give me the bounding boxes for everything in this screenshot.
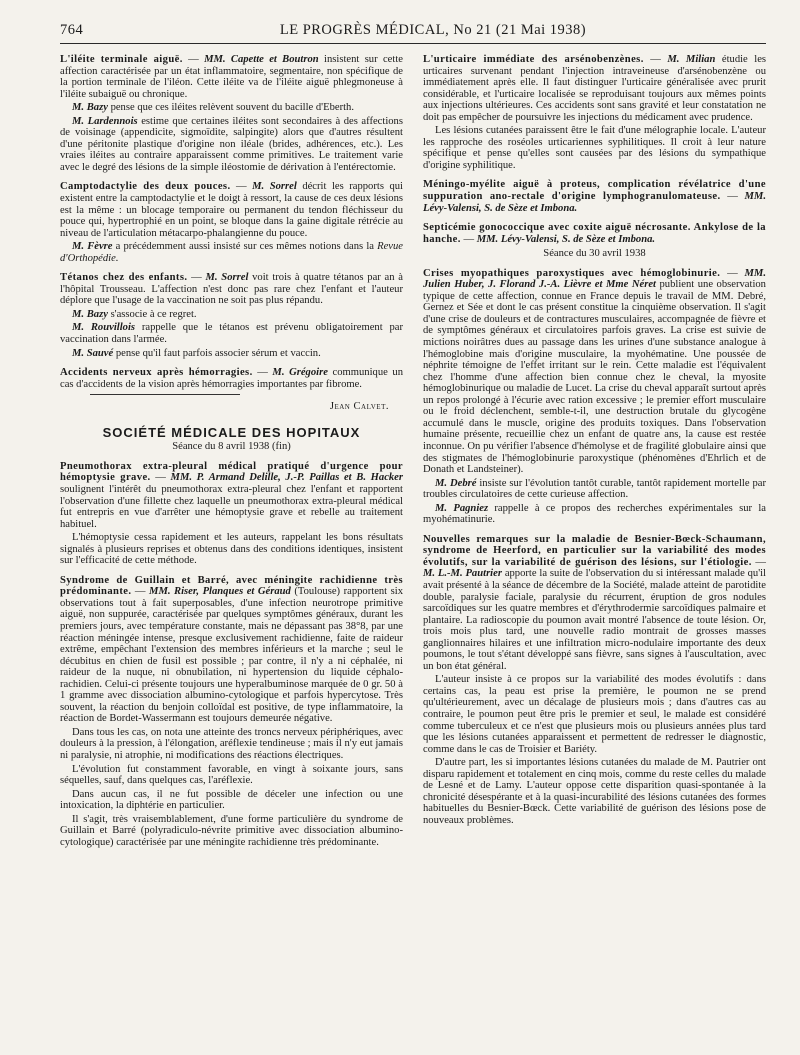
author-signature: Jean Calvet. — [329, 401, 389, 413]
columns — [60, 54, 766, 850]
septicemie-authors: MM. Lévy-Valensi, S. de Sèze et Imbona. — [476, 233, 656, 245]
ileite-entry: L'iléite terminale aiguë. — MM. Capette et Boutron insistent sur cette affection caractérisée par un état inflammatoire, segmentaire, non spécifique de la portion terminale de l'iléon. Cette iléite va de l'iléite aiguë phlegmoneuse à l'iléite subaiguë ou chronique. — [60, 54, 403, 100]
ileite-text: insistent sur cette affection caractérisée par un état inflammatoire, segmentaire, non spécifique de la portion terminale de l'iléon. Cette iléite va de l'iléite aiguë phlegmoneuse à l'iléite subaiguë ou chronique. — [60, 54, 403, 100]
tetanos-p2-text: s'associe à ce regret. — [110, 308, 197, 320]
campto-entry: Camptodactylie des deux pouces. — M. Sorrel décrit les rapports qui existent entre la camptodactylie et le doigt à ressort, la cause de ces deux lésions est la même : un blocage temporaire ou permanent du tendon fléchisseur du pouce qui, hypertrophié en un point, se bloque dans la gaine digitale rétrécie au niveau de l'articulation métacarpo-phalangienne du pouce. — [60, 181, 403, 239]
guillain-p5: Il s'agit, très vraisemblablement, d'une forme particulière du syndrome de Guillain et Barré (polyradiculo-névrite primitive avec dissociation albumino-cytologique) caractérisée par une méningite rachidienne très prédominante. — [60, 813, 403, 848]
crises-p3 — [423, 503, 766, 526]
tetanos-p2-author: M. Bazy — [72, 308, 108, 320]
crises-p3-text: rappelle à ce propos des recherches expérimentales sur la myohématinurie. — [423, 502, 766, 526]
guillain-p3: L'évolution fut constamment favorable, en vingt à soixante jours, sans séquelles, sauf, dans quelques cas, l'aréflexie. — [60, 763, 403, 787]
accidents-authors: M. Grégoire — [272, 367, 328, 379]
crises-authors: MM. Julien Huber, J. Florand J.-A. Lièvre et Mme Néret — [423, 267, 766, 291]
ileite-authors: MM. Capette et Boutron — [204, 54, 319, 65]
urticaire-text: étudie les urticaires survenant pendant l'injection intraveineuse d'arsénobenzène ou immédiatement après elle. Il faut distinguer l'urticaire généralisée avec prurit considérable, et l'urticaire localisée se reproduisant toujours aux mêmes points aux injections ultérieures. Ces accidents sont sans gravité et leur constatation ne doit pas empêcher de poursuivre les injections du médicament avec prudence. — [423, 54, 767, 123]
urticaire-title: L'urticaire immédiate des arsénobenzènes. — [423, 54, 644, 65]
tetanos-p4-author: M. Sauvé — [72, 347, 114, 359]
besnier-p3: D'autre part, les si importantes lésions cutanées du malade de M. Pautrier ont disparu rapidement et totalement en cinq mois, comme du reste celles du malade de Lesné et de Lamy. L'auteur oppose cette disparition quasi-spontanée à la chronicité désespérante et à la quasi-incurabilité des lésions cutanées des formes habituelles du Besnier-Bœck. Cette variabilité de guérison des lésions pose de nouveaux problèmes. — [423, 757, 766, 826]
pneumo-title: Pneumothorax extra-pleural médical pratiqué d'urgence pour hémoptysie grave. — [60, 460, 403, 484]
campto-p2-text: a précédemment aussi insisté sur ces mêmes notions dans la — [115, 241, 374, 253]
guillain-entry: Syndrome de Guillain et Barré, avec méningite rachidienne très prédominante. — MM. Riser, Planques et Géraud (Toulouse) rapportent six observations tout à fait superposables, d'une infection neurotrope primitive aiguë, non suppurée, caractérisée par quelques symptômes généraux, durant les premiers jours, avec température constante, mais ne dépassant pas 38°8, par une réaction méningée intense, presque exclusivement rachidienne, faite de raideur extrême, empêchant l'extension des membres inférieurs et la marche ; seul le décubitus en chien de fusil est possible ; par contre, il n'y a ni céphalée, ni raideur de la nuque, ni obnubilation, ni hypertension du liquide céphalo-rachidien. Celui-ci présente toujours une hyperalbuminose marquée de 0 gr. 50 à 1 gramme avec dissociation albumino-cytologique et parfois hypercytose. Très souvent, la réaction du benjoin colloïdal est positive, de type inflammatoire, la réaction de Bordet-Wassermann est toujours demeurée négative. — [60, 574, 404, 725]
pneumo-authors: MM. P. Armand Delille, J.-P. Paillas et B. Hacker — [170, 472, 404, 484]
tetanos-p2 — [60, 309, 403, 321]
pneumo-text: soulignent l'intérêt du pneumothorax extra-pleural chez l'enfant et rapportent l'observation d'une fillette chez laquelle un pneumothorax extra-pleural médical fut entrepris en vue d'arrêter une hémoptysie grave et rebelle au traitement habituel. — [60, 483, 403, 530]
besnier-authors: M. L.-M. Pautrier — [423, 568, 502, 580]
crises-entry: Crises myopathiques paroxystiques avec hémoglobinurie. — MM. Julien Huber, J. Florand J.-A. Lièvre et Mme Néret publient une observation typique de cette affection, connue en France depuis le travail de MM. Debré, Gernez et Sée et dont le cas présent constitue la cinquième observation. Il s'agit d'une crise de douleurs et de contractures musculaires, accompagnée de fièvre et de symptômes généraux et circulatoires parfois graves. La crise est suivie de mictions noirâtres dues au passage dans les urines d'une substance analogue à l'hémoglobine mais d'origine musculaire, la myohématine. Une poussée de néphrite témoigne de l'effet irritant sur le rein. Cette maladie est l'équivalent chez l'homme d'une affection bien connue chez le cheval, la myosite hémoglobinurique ou maladie de Lucet. La crise du cheval apparaît surtout après un repos prolongé à l'écurie avec ration excessive ; le premier effort musculaire ou le froid déclenchent, semble-t-il, une destruction brutale du glycogène accumulé dans le muscle, origine des produits toxiques. Dans l'observation humaine présente, recueillie chez un enfant de quatre ans, la cause est restée inconnue. On pu vérifier l'absence d'hémolyse et de fragilité globulaire ainsi que des stigmates de l'hémoglobinurie paroxystique (phénomènes d'Ehrlich et de Donath et Landsteiner). — [423, 267, 766, 476]
campto-p2-author: M. Fèvre — [72, 241, 113, 253]
crises-title: Crises myopathiques paroxystiques avec hémoglobinurie. — [423, 267, 721, 279]
ileite-p3-text: estime que certaines iléites sont secondaires à des affections de voisinage (appendicite, sigmoïdite, salpingite) alors que d'autres résultent d'une péritonite plastique d'origine non iléale (brides, adhérences, etc.). Les vraies iléites au contraire apparaissent comme primitives. Le traitement varie avec le degré des lésions de la simple iléostomie de dérivation à l'entérectomie. — [60, 115, 403, 173]
meningo-authors: MM. Lévy-Valensi, S. de Sèze et Imbona. — [423, 191, 767, 214]
guillain-p2: Dans tous les cas, on nota une atteinte des troncs nerveux périphériques, avec douleurs à la pression, à l'élongation, aréflexie tendineuse ; mais il n'y eut jamais ni paralysie, ni atrophie, ni modifications des réactions électriques. — [60, 726, 403, 761]
campto-journal: Revue d'Orthopédie. — [60, 241, 403, 264]
tetanos-entry: Tétanos chez des enfants. — M. Sorrel voit trois à quatre tétanos par an à l'hôpital Trousseau. L'affection n'est donc pas rare chez l'enfant et l'auteur déplore que l'usage de la vaccination ne soit pas plus répandu. — [60, 272, 403, 307]
seance-date-2: Séance du 30 avril 1938 — [543, 248, 646, 260]
crises-p2-author: M. Debré — [435, 477, 477, 489]
urticaire-entry: L'urticaire immédiate des arsénobenzènes. — M. Milian étudie les urticaires survenant pendant l'injection intraveineuse d'arsénobenzène ou immédiatement après elle. Il faut distinguer l'urticaire généralisée avec prurit considérable, et l'urticaire localisée se reproduisant toujours aux mêmes points aux injections ultérieures. Ces accidents sont sans gravité et leur constatation ne doit pas empêcher de poursuivre les injections du médicament avec prudence. — [423, 54, 767, 123]
right-column — [423, 54, 766, 850]
pneumo-entry: Pneumothorax extra-pleural médical pratiqué d'urgence pour hémoptysie grave. — MM. P. Armand Delille, J.-P. Paillas et B. Hacker soulignent l'intérêt du pneumothorax extra-pleural chez l'enfant et rapportent l'observation d'une fillette chez laquelle un pneumothorax extra-pleural médical fut entrepris en vue d'arrêter une hémoptysie grave et rebelle au traitement habituel. — [60, 460, 404, 530]
guillain-p4: Dans aucun cas, il ne fut possible de déceler une infection ou une intoxication, la diphtérie en particulier. — [60, 788, 403, 812]
campto-p2 — [60, 241, 403, 264]
urticaire-p2: Les lésions cutanées paraissent être le fait d'une mélographie locale. L'auteur les rapproche des roséoles urticariennes syphilitiques. Il croit à leur nature spécifique et pense qu'elles sont causées par des lésions du sympathique d'origine syphilitique. — [423, 125, 766, 171]
septicemie-entry: Septicémie gonococcique avec coxite aiguë nécrosante. Ankylose de la hanche. — MM. Lévy-Valensi, S. de Sèze et Imbona. — [423, 222, 766, 245]
urticaire-authors: M. Milian — [667, 54, 716, 65]
accidents-text: communique un cas d'accidents de la vision après hémorragies importantes par fibrome. — [60, 367, 404, 390]
ileite-p2-author: M. Bazy — [72, 102, 108, 114]
campto-authors: M. Sorrel — [252, 181, 297, 193]
tetanos-text: voit trois à quatre tétanos par an à l'hôpital Trousseau. L'affection n'est donc pas rare chez l'enfant et l'auteur déplore que l'usage de la vaccination ne soit pas plus répandu. — [60, 272, 403, 307]
tetanos-p4 — [60, 348, 403, 360]
tetanos-authors: M. Sorrel — [205, 272, 249, 284]
campto-title: Camptodactylie des deux pouces. — [60, 181, 231, 193]
guillain-text: (Toulouse) rapportent six observations tout à fait superposables, d'une infection neurotrope primitive aiguë, non suppurée, caractérisée par quelques symptômes généraux, durant les premiers jours, avec température constante, mais ne dépassant pas 38°8, par une réaction méningée intense, presque exclusivement rachidienne, faite de raideur extrême, empêchant l'extension des membres inférieurs et la marche ; seul le décubitus en chien de fusil est possible ; par contre, il n'y a ni céphalée, ni raideur de la nuque, ni obnubilation, ni hypertension du liquide céphalo-rachidien. Celui-ci présente toujours une hyperalbuminose marquée de 0 gr. 50 à 1 gramme avec dissociation albumino-cytologique et parfois hypercytose. Très souvent, la réaction du benjoin colloïdal est positive, de type inflammatoire, la réaction de Bordet-Wassermann est toujours demeurée négative. — [60, 586, 404, 725]
section-divider — [90, 394, 240, 395]
tetanos-p3-text: rappelle que le tétanos est prévenu obligatoirement par vaccination dans l'armée. — [60, 322, 404, 346]
seance-date: Séance du 8 avril 1938 (fin) — [172, 441, 291, 453]
crises-text: publient une observation typique de cette affection, connue en France depuis le travail de MM. Debré, Gernez et Sée et dont le cas présent constitue la cinquième observation. Il s'agit d'une crise de douleurs et de contractures musculaires, accompagnée de fièvre et de symptômes généraux et circulatoires parfois graves. La crise est suivie de mictions noirâtres dues au passage dans les urines d'une substance analogue à l'hémoglobine mais d'origine musculaire, la myohématine. Une poussée de néphrite témoigne de l'effet irritant sur le rein. Cette maladie est l'équivalent chez l'homme d'une affection bien connue chez le cheval, la myosite hémoglobinurique ou maladie de Lucet. La crise du cheval apparaît surtout après un repos prolongé à l'écurie avec ration excessive ; le premier effort musculaire ou le froid déclenchent, semble-t-il, une destruction brutale du glycogène accumulé dans le muscle, origine des produits toxiques. Dans l'observation humaine présente, recueillie chez un enfant de quatre ans, la cause est restée inconnue. On pu vérifier l'absence d'hémolyse et de fragilité globulaire ainsi que des stigmates de l'hémoglobinurie paroxystique (phénomènes d'Ehrlich et de Donath et Landsteiner). — [423, 279, 766, 476]
page-number: 764 — [60, 22, 84, 38]
pneumo-p2: L'hémoptysie cessa rapidement et les auteurs, rappelant les bons résultats signalés à plusieurs reprises et obtenus dans des conditions identiques, insistent sur l'efficacité de cette méthode. — [60, 532, 403, 567]
page-header — [60, 22, 766, 44]
campto-text: décrit les rapports qui existent entre la camptodactylie et le doigt à ressort, la cause de ces deux lésions est la même : un blocage temporaire ou permanent du tendon fléchisseur du pouce qui, hypertrophié en un point, se bloque dans la gaine digitale rétrécie au niveau de l'articulation métacarpo-phalangienne du pouce. — [60, 181, 403, 239]
besnier-text: apporte la suite de l'observation du si intéressant malade qu'il avait présenté à la séance de décembre de la Société, malade atteint de parotidite double, paralysie faciale, paralysie du récurrent, éruption de gros nodules sarcoïdiques sur les quatre membres et d'érythrodermie sarcoïdiques palmaire et plantaire. La radioscopie du poumon avait montré l'absence de toute lésion. Or, trois mois plus tard, une nouvelle radio montrait de grosses masses ganglionnaires hilaires et une infiltration micro-nodulaire importante des deux poumons, le tout s'étant développé sans fièvre, sans signes à l'auscultation, avec un bon état général. — [423, 568, 766, 672]
guillain-title: Syndrome de Guillain et Barré, avec méningite rachidienne très prédominante. — [60, 574, 403, 598]
tetanos-p4-text: pense qu'il faut parfois associer sérum et vaccin. — [115, 347, 321, 359]
tetanos-p3-author: M. Rouvillois — [72, 322, 136, 334]
tetanos-title: Tétanos chez des enfants. — [60, 272, 188, 284]
ileite-p2-text: pense que ces iléites relèvent souvent du bacille d'Eberth. — [110, 102, 354, 114]
society-heading: SOCIÉTÉ MÉDICALE DES HOPITAUX — [102, 424, 361, 440]
crises-p2 — [423, 478, 766, 501]
ileite-title: L'iléite terminale aiguë. — [60, 54, 183, 65]
besnier-entry: Nouvelles remarques sur la maladie de Besnier-Bœck-Schaumann, syndrome de Heerford, en particulier sur la variabilité des modes évolutifs, sur la variabilité de guérison des lésions, sur l'étiologie. — M. L.-M. Pautrier apporte la suite de l'observation du si intéressant malade qu'il avait présenté à la séance de décembre de la Société, malade atteint de parotidite double, paralysie faciale, paralysie du récurrent, éruption de gros nodules sarcoïdiques sur les quatre membres et d'érythrodermie sarcoïdiques palmaire et plantaire. La radioscopie du poumon avait montré l'absence de toute lésion. Or, trois mois plus tard, une nouvelle radio montrait de grosses masses ganglionnaires hilaires et une infiltration micro-nodulaire importante des deux poumons, le tout s'étant développé sans fièvre, sans signes à l'auscultation, avec un bon état général. — [423, 533, 766, 672]
tetanos-p3 — [60, 322, 403, 345]
guillain-authors: MM. Riser, Planques et Géraud — [149, 586, 291, 598]
ileite-p3 — [60, 116, 403, 174]
accidents-entry: Accidents nerveux après hémorragies. — M. Grégoire communique un cas d'accidents de la vision après hémorragies importantes par fibrome. — [60, 367, 404, 390]
besnier-p2: L'auteur insiste à ce propos sur la variabilité des modes évolutifs : dans certains cas, la peau est prise la première, le poumon ne se prend qu'ultérieurement, avec un décalage de plusieurs mois ; dans d'autres cas au contraire, le poumon peut être pris le premier et seul, le malade est considéré comme tuberculeux et ce n'est que plusieurs mois ou plusieurs années plus tard que les lésions cutanées apparaissent et permettent de redresser le diagnostic, comme dans le cas de Troisier et Bariéty. — [423, 674, 766, 755]
left-column — [60, 54, 403, 850]
septicemie-title: Septicémie gonococcique avec coxite aiguë nécrosante. Ankylose de la hanche. — [423, 222, 766, 245]
ileite-p2 — [60, 102, 403, 114]
journal-title: LE PROGRÈS MÉDICAL, No 21 (21 Mai 1938) — [279, 22, 587, 38]
accidents-title: Accidents nerveux après hémorragies. — [60, 367, 253, 379]
meningo-entry: Méningo-myélite aiguë à proteus, complication révélatrice d'une suppuration ano-rectale d'origine lymphogranulomateuse. — MM. Lévy-Valensi, S. de Sèze et Imbona. — [423, 179, 767, 214]
crises-p2-text: insiste sur l'évolution tantôt curable, tantôt rapidement mortelle par troubles circulatoires de cette curieuse affection. — [423, 477, 766, 501]
crises-p3-author: M. Pagniez — [435, 502, 489, 514]
ileite-p3-author: M. Lardennois — [72, 115, 138, 127]
besnier-title: Nouvelles remarques sur la maladie de Besnier-Bœck-Schaumann, syndrome de Heerford, en particulier sur la variabilité des modes évolutifs, sur la variabilité de guérison des lésions, sur l'étiologie. — [423, 533, 766, 568]
meningo-title: Méningo-myélite aiguë à proteus, complication révélatrice d'une suppuration ano-rectale d'origine lymphogranulomateuse. — [423, 179, 766, 203]
